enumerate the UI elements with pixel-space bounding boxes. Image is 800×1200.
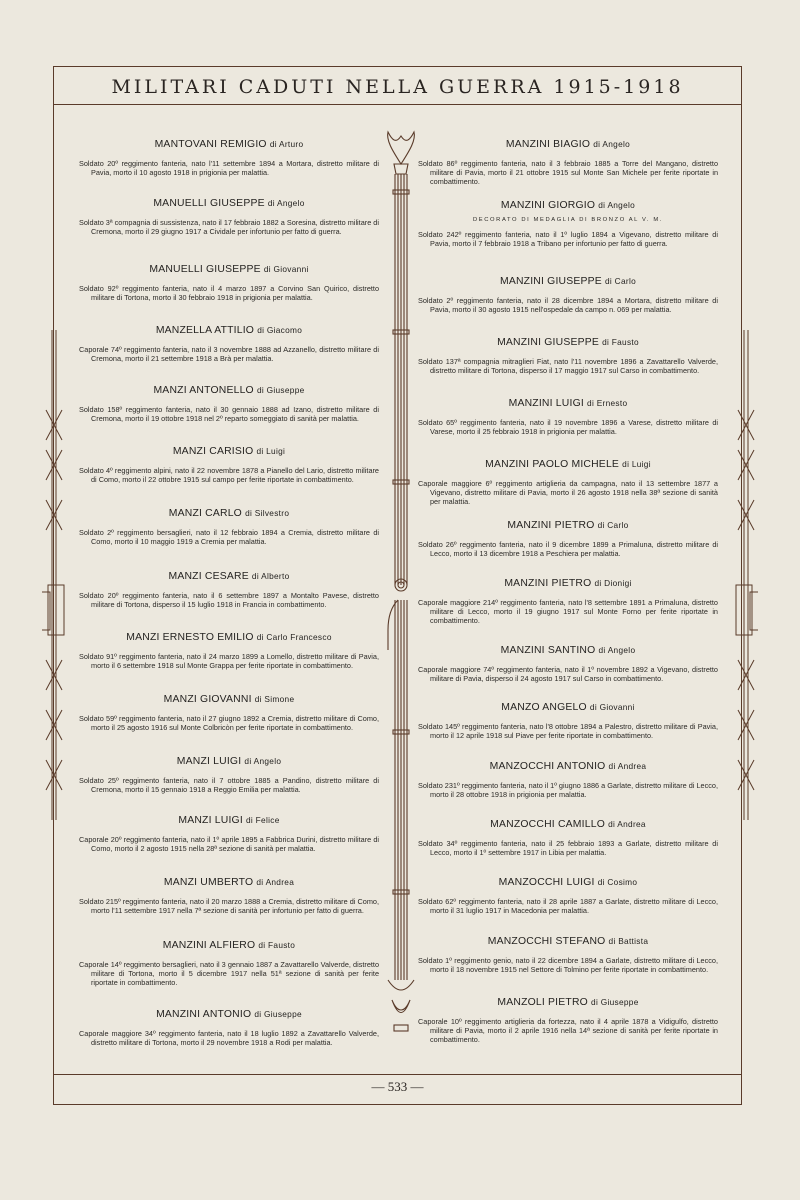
entry-name: MANZOCCHI ANTONIO [489, 761, 606, 772]
list-item [79, 694, 379, 732]
list-item [79, 756, 379, 794]
entry-text: Soldato 62º reggimento fanteria, nato il 28 aprile 1887 a Garlate, distretto militare di Lecco, morto il 31 luglio 1917 in Macedonia per malattia. [418, 897, 718, 915]
entry-patronymic: di Carlo [597, 520, 629, 530]
entry-patronymic: di Andrea [608, 819, 646, 829]
footer-rule [53, 1074, 742, 1075]
list-item [418, 276, 718, 314]
list-item [418, 997, 718, 1044]
list-item [79, 325, 379, 363]
entry-name: MANZI ERNESTO EMILIO [126, 632, 254, 643]
list-item [418, 520, 718, 558]
entry-patronymic: di Giovanni [589, 702, 635, 712]
list-item [79, 1009, 379, 1047]
list-item [79, 632, 379, 670]
list-item [418, 936, 718, 974]
entry-name: MANZINI PIETRO [504, 578, 592, 589]
entry-text: Soldato 25º reggimento fanteria, nato il 7 ottobre 1885 a Pandino, distretto militare di Cremona, morto il 15 gennaio 1918 a Reggio Emilia per malattia. [79, 776, 379, 794]
entry-text: Caporale maggiore 34º reggimento fanteria, nato il 18 luglio 1892 a Zavattarello Valverde, distretto militare di Tortona, morto il 29 novembre 1918 a Rodi per malattia. [79, 1029, 379, 1047]
entry-text: Soldato 59º reggimento fanteria, nato il 27 giugno 1892 a Cremia, distretto militare di Como, morto il 25 agosto 1916 sul Monte Colbricòn per ferite riportate in combattimento. [79, 714, 379, 732]
entry-text: Caporale 14º reggimento bersaglieri, nato il 3 gennaio 1887 a Zavattarello Valverde, distretto militare di Tortona, morto il 5 dicembre 1917 nella 51ª sezione di sanità per ferite riportate in combattimento. [79, 960, 379, 987]
entry-text: Soldato 2º reggimento fanteria, nato il 28 dicembre 1894 a Mortara, distretto militare di Pavia, morto il 30 agosto 1915 nell'ospedale da campo n. 069 per malattia. [418, 296, 718, 314]
entry-name: MANZI LUIGI [178, 815, 243, 826]
entry-name: MANZOCCHI CAMILLO [490, 819, 605, 830]
list-item [79, 385, 379, 423]
entry-patronymic: di Dionigi [594, 578, 632, 588]
list-item [418, 819, 718, 857]
entry-patronymic: di Giuseppe [256, 385, 305, 395]
entry-patronymic: di Alberto [251, 571, 290, 581]
list-item [79, 571, 379, 609]
entry-patronymic: di Andrea [256, 877, 295, 887]
entry-name: MANZINI ANTONIO [156, 1009, 252, 1020]
list-item [79, 264, 379, 302]
list-item [418, 578, 718, 625]
entry-text: Caporale 74º reggimento fanteria, nato il 3 novembre 1888 ad Azzanello, distretto militare di Cremona, morto il 21 settembre 1918 a Brà per malattia. [79, 345, 379, 363]
entry-name: MANZI ANTONELLO [153, 385, 254, 396]
page-title: MILITARI CADUTI NELLA GUERRA 1915-1918 [111, 76, 684, 98]
entry-text: Soldato 2º reggimento bersaglieri, nato il 12 febbraio 1894 a Cremia, distretto militare di Como, morto il 10 maggio 1919 a Cremia per malattia. [79, 528, 379, 546]
entry-text: Soldato 3ª compagnia di sussistenza, nato il 17 febbraio 1882 a Soresina, distretto militare di Cremona, morto il 29 giugno 1917 a Cividale per infortunio per fatto di guerra. [79, 218, 379, 236]
entry-text: Caporale maggiore 214º reggimento fanteria, nato l'8 settembre 1891 a Primaluna, distretto militare di Lecco, morto il 19 giugno 1917 sul Monte Forno per ferite riportate in combattimento. [418, 598, 718, 625]
list-item [418, 139, 718, 186]
list-item [79, 508, 379, 546]
entry-patronymic: di Luigi [256, 446, 286, 456]
entry-name: MANZI CARISIO [172, 446, 254, 457]
list-item [418, 645, 718, 683]
entry-name: MANUELLI GIUSEPPE [149, 264, 261, 275]
entry-name: MANZINI LUIGI [508, 398, 584, 409]
list-item [418, 337, 718, 375]
page-number: — 533 — [371, 1079, 424, 1094]
header-rule-top [53, 66, 742, 67]
entry-patronymic: di Felice [246, 815, 280, 825]
entry-text: Soldato 158º reggimento fanteria, nato il 30 gennaio 1888 ad Izano, distretto militare di Cremona, morto il 19 ottobre 1918 nel 2º reparto someggiato di sanità per malattia. [79, 405, 379, 423]
list-item [418, 702, 718, 740]
entry-name: MANZINI GIUSEPPE [499, 276, 602, 287]
entry-patronymic: di Battista [608, 936, 649, 946]
entry-name: MANUELLI GIUSEPPE [153, 198, 265, 209]
entry-name: MANZOCCHI LUIGI [498, 877, 595, 888]
entry-text: Soldato 86º reggimento fanteria, nato il 3 febbraio 1885 a Torre del Mangano, distretto militare di Pavia, morto il 21 ottobre 1915 sul Monte San Michele per ferite riportate in combattimento. [418, 159, 718, 186]
entry-text: Soldato 34º reggimento fanteria, nato il 25 febbraio 1893 a Garlate, distretto militare di Lecco, morto il 1º settembre 1917 in Libia per malattia. [418, 839, 718, 857]
entry-text: Soldato 1º reggimento genio, nato il 22 dicembre 1894 a Garlate, distretto militare di Lecco, morto il 18 novembre 1915 nel Settore di Tolmino per ferite riportate in combattimento. [418, 956, 718, 974]
entry-name: MANZO ANGELO [501, 702, 587, 713]
entry-patronymic: di Giacomo [257, 325, 303, 335]
entry-patronymic: di Cosimo [597, 877, 638, 887]
entry-name: MANZI GIOVANNI [163, 694, 252, 705]
entry-patronymic: di Fausto [602, 337, 639, 347]
entry-name: MANZINI PIETRO [507, 520, 595, 531]
list-item [418, 398, 718, 436]
entry-patronymic: di Fausto [258, 940, 296, 950]
entry-text: Soldato 20º reggimento fanteria, nato l'11 settembre 1894 a Mortara, distretto militare di Pavia, morto il 10 agosto 1918 in prigionia per malattia. [79, 159, 379, 177]
entry-name: MANTOVANI REMIGIO [154, 139, 267, 150]
entry-name: MANZINI PAOLO MICHELE [485, 459, 620, 470]
left-margin-column-ornament [38, 330, 70, 830]
entry-name: MANZINI GIORGIO [500, 200, 596, 211]
entry-name: MANZELLA ATTILIO [155, 325, 255, 336]
entry-name: MANZI UMBERTO [163, 877, 254, 888]
entry-patronymic: di Angelo [267, 198, 305, 208]
entry-name: MANZINI BIAGIO [505, 139, 591, 150]
entry-patronymic: di Giovanni [263, 264, 309, 274]
entry-patronymic: di Silvestro [245, 508, 290, 518]
header-rule-bottom [53, 104, 742, 105]
list-item [418, 761, 718, 799]
entry-patronymic: di Angelo [593, 139, 631, 149]
entry-text: Soldato 91º reggimento fanteria, nato il 24 marzo 1899 a Lomello, distretto militare di Pavia, morto il 6 settembre 1918 sul Monte Grappa per ferite riportate in combattimento. [79, 652, 379, 670]
entry-patronymic: di Arturo [269, 139, 304, 149]
entry-patronymic: di Giuseppe [591, 997, 639, 1007]
entry-patronymic: di Simone [254, 694, 295, 704]
list-item [79, 877, 379, 915]
entry-patronymic: di Angelo [244, 756, 282, 766]
list-item [418, 200, 718, 248]
entry-name: MANZINI ALFIERO [162, 940, 256, 951]
right-margin-column-ornament [730, 330, 762, 830]
entry-text: Caporale maggiore 6º reggimento artiglieria da campagna, nato il 13 settembre 1877 a Vigevano, distretto militare di Pavia, morto il 26 agosto 1918 nella 38ª sezione di sanità per malattia. [418, 479, 718, 506]
entry-name: MANZINI GIUSEPPE [497, 337, 599, 348]
entry-patronymic: di Angelo [598, 200, 636, 210]
entry-patronymic: di Ernesto [587, 398, 628, 408]
list-item [79, 139, 379, 177]
entry-text: Soldato 4º reggimento alpini, nato il 22 novembre 1878 a Pianello del Lario, distretto militare di Como, morto il 22 ottobre 1915 sul campo per ferite riportate in combattimento. [79, 466, 379, 484]
entry-patronymic: di Carlo Francesco [256, 632, 332, 642]
list-item [79, 198, 379, 236]
entry-name: MANZINI SANTINO [500, 645, 596, 656]
entry-text: Soldato 137ª compagnia mitraglieri Fiat, nato l'11 novembre 1896 a Zavattarello Valverde, distretto militare di Tortona, disperso il 17 maggio 1917 sul Carso in combattimento. [418, 357, 718, 375]
entry-patronymic: di Luigi [622, 459, 651, 469]
entry-name: MANZOCCHI STEFANO [487, 936, 606, 947]
list-item [79, 446, 379, 484]
entry-name: MANZOLI PIETRO [497, 997, 588, 1008]
entry-name: MANZI LUIGI [176, 756, 242, 767]
entry-text: Soldato 20º reggimento fanteria, nato il 6 settembre 1897 a Montalto Pavese, distretto militare di Tortona, disperso il 15 luglio 1918 in Francia in combattimento. [79, 591, 379, 609]
list-item [418, 877, 718, 915]
entry-text: Caporale 20º reggimento fanteria, nato il 1º aprile 1895 a Fabbrica Durini, distretto militare di Como, morto il 2 agosto 1915 nella 28ª sezione di sanità per malattia. [79, 835, 379, 853]
medal-note: DECORATO DI MEDAGLIA DI BRONZO AL V. M. [473, 217, 663, 223]
list-item [79, 940, 379, 987]
entry-text: Caporale 10º reggimento artiglieria da fortezza, nato il 4 aprile 1878 a Vidigulfo, distretto militare di Pavia, morto il 2 aprile 1916 nella 14ª sezione di sanità per ferite riportate in combattimento. [418, 1017, 718, 1044]
entry-text: Soldato 92º reggimento fanteria, nato il 4 marzo 1897 a Corvino San Quirico, distretto militare di Tortona, morto il 30 febbraio 1918 in prigionia per malattia. [79, 284, 379, 302]
list-item [79, 815, 379, 853]
entry-text: Soldato 215º reggimento fanteria, nato il 20 marzo 1888 a Cremia, distretto militare di Como, morto l'11 settembre 1917 nella 7ª sezione di sanità per infortunio per fatto di guerra. [79, 897, 379, 915]
entry-text: Soldato 145º reggimento fanteria, nato l'8 ottobre 1894 a Palestro, distretto militare di Pavia, morto il 12 aprile 1918 sul Piave per ferite riportate in combattimento. [418, 722, 718, 740]
entry-patronymic: di Giuseppe [254, 1009, 302, 1019]
entry-text: Soldato 65º reggimento fanteria, nato il 19 novembre 1896 a Varese, distretto militare di Varese, morto il 25 febbraio 1918 in prigionia per malattia. [418, 418, 718, 436]
entry-name: MANZI CARLO [168, 508, 242, 519]
entry-text: Soldato 242º reggimento fanteria, nato il 1º luglio 1894 a Vigevano, distretto militare di Pavia, morto il 7 febbraio 1918 a Tribano per infortunio per fatto di guerra. [418, 230, 718, 248]
entry-patronymic: di Angelo [598, 645, 636, 655]
entry-name: MANZI CESARE [168, 571, 249, 582]
entry-patronymic: di Andrea [608, 761, 647, 771]
entry-text: Soldato 231º reggimento fanteria, nato il 1º giugno 1886 a Garlate, distretto militare di Lecco, morto il 28 ottobre 1918 in prigionia per malattia. [418, 781, 718, 799]
entry-patronymic: di Carlo [605, 276, 637, 286]
list-item [418, 459, 718, 506]
entry-text: Soldato 26º reggimento fanteria, nato il 9 dicembre 1899 a Primaluna, distretto militare di Lecco, morto il 13 dicembre 1918 a Peschiera per malattia. [418, 540, 718, 558]
entry-text: Caporale maggiore 74º reggimento fanteria, nato il 1º novembre 1892 a Vigevano, distretto militare di Pavia, disperso il 24 agosto 1917 sul Carso in combattimento. [418, 665, 718, 683]
